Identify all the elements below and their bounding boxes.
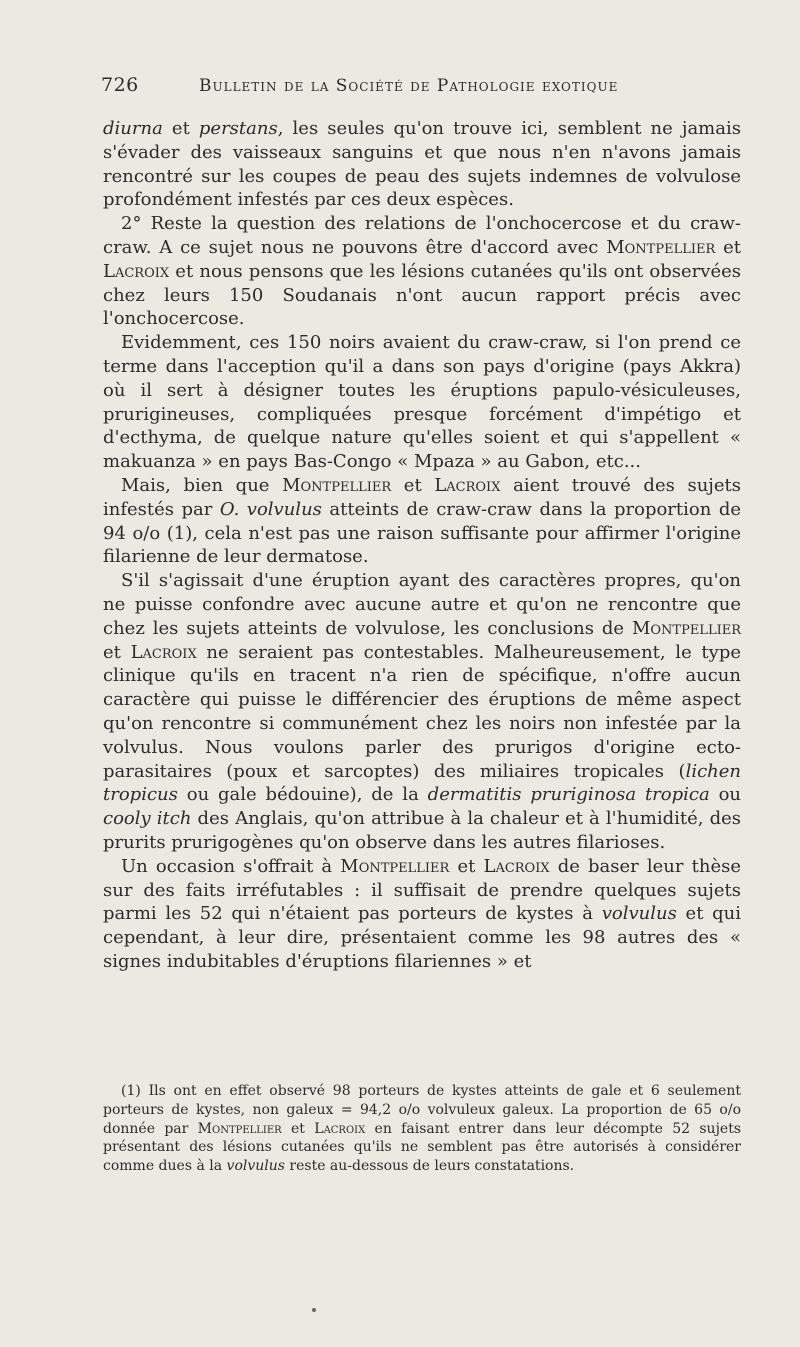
text-run: 2° Reste la question des relations de l'onchocercose et du craw-craw. A ce sujet nous ne pouvons être d'accord avec bbox=[103, 213, 741, 258]
text-run: de baser leur thèse sur des faits irréfutables : il suffisait de prendre quelques sujets parmi les 52 qui n'étaient pas porteurs de kystes à bbox=[103, 855, 741, 925]
text-run: Un occasion s'offrait à bbox=[121, 855, 341, 877]
author-name: Lacroix bbox=[130, 641, 197, 663]
footnote-text bbox=[103, 1082, 741, 1176]
italic-term: dermatitis pruriginosa tropica bbox=[427, 784, 710, 806]
author-name: Montpellier bbox=[197, 1120, 282, 1137]
text-run: ne seraient pas contestables. Malheureusement, le type clinique qu'ils en tracent n'a rien de spécifique, n'offre aucun caractère qui puisse le différencier des éruptions de même aspect qu'on rencontre si communément chez les noirs non infestée par la volvulus. Nous voulons parler des prurigos d'origine ecto-parasitaires (poux et sarcoptes) des miliaires tropicales ( bbox=[103, 641, 741, 782]
author-name: Montpellier bbox=[340, 855, 450, 877]
author-name: Montpellier bbox=[282, 474, 392, 496]
body-text bbox=[103, 117, 741, 974]
italic-term: diurna bbox=[103, 118, 163, 139]
text-run: et bbox=[449, 855, 484, 877]
text-run: S'il s'agissait d'une éruption ayant des caractères propres, qu'on ne puisse confondre avec aucune autre et qu'on ne rencontre que chez les sujets atteints de volvulose, les conclusions de bbox=[103, 570, 741, 639]
italic-term: O. volvulus bbox=[219, 498, 322, 520]
paragraph-1 bbox=[103, 117, 741, 212]
text-run: Mais, bien que bbox=[121, 474, 283, 496]
text-run: et bbox=[715, 236, 742, 258]
author-name: Montpellier bbox=[606, 236, 716, 258]
text-run: atteints de craw-craw dans la proportion de 94 o/o (1), cela n'est pas une raison suffisante pour affirmer l'origine filarienne de leur dermatose. bbox=[103, 498, 741, 568]
author-name: Lacroix bbox=[483, 855, 550, 877]
text-run: et bbox=[162, 118, 199, 139]
author-name: Lacroix bbox=[314, 1120, 366, 1137]
text-run: ou bbox=[709, 784, 742, 806]
text-run: , les seules qu'on trouve ici, semblent ne jamais s'évader des vaisseaux sanguins et que nous n'en n'avons jamais rencontré sur les coupes de peau des sujets indemnes de volvulose profondément infestés par ces deux espèces. bbox=[103, 118, 741, 211]
author-name: Montpellier bbox=[631, 617, 741, 639]
text-run: et nous pensons que les lésions cutanées qu'ils ont observées chez leurs 150 Soudanais n'ont aucun rapport précis avec l'onchocercose. bbox=[103, 260, 741, 330]
page-number: 726 bbox=[101, 74, 139, 96]
italic-term: volvulus bbox=[601, 903, 677, 925]
text-run: en faisant entrer dans leur décompte 52 sujets présentant des lésions cutanées qu'ils ne semblent pas être autorisés à considérer comme dues à la bbox=[103, 1120, 742, 1175]
text-run: ou gale bédouine), de la bbox=[177, 784, 428, 806]
text-run: et bbox=[391, 474, 435, 496]
text-run: et qui cependant, à leur dire, présentaient comme les 98 autres des « signes indubitables d'éruptions filariennes » et bbox=[103, 903, 742, 972]
paragraph-5 bbox=[103, 569, 741, 855]
text-run: et bbox=[281, 1120, 315, 1137]
italic-term: perstans bbox=[198, 118, 278, 139]
paragraph-3: Evidemment, ces 150 noirs avaient du craw-craw, si l'on prend ce terme dans l'acception qu'il a dans son pays d'origine (pays Akkra) où il sert à désigner toutes les éruptions papulo-vésiculeuses, prurigineuses, compliquées presque forcément d'impétigo et d'ecthyma, de quelque nature qu'elles soient et qui s'appellent « makuanza » en pays Bas-Congo « Mpaza » au Gabon, etc... bbox=[103, 332, 741, 473]
author-name: Lacroix bbox=[103, 260, 170, 282]
text-run: aient trouvé des sujets infestés par bbox=[103, 474, 742, 520]
text-run: (1) Ils ont en effet observé 98 porteurs de kystes atteints de gale et 6 seulement porteurs de kystes, non galeux = 94,2 o/o volvuleux galeux. La proportion de 65 o/o donnée par bbox=[103, 1083, 741, 1137]
running-header bbox=[101, 74, 661, 96]
footnote bbox=[103, 1082, 741, 1176]
paragraph-2 bbox=[103, 212, 741, 331]
italic-term: lichen tropicus bbox=[103, 760, 741, 806]
italic-term: cooly itch bbox=[103, 808, 192, 830]
author-name: Lacroix bbox=[434, 474, 501, 496]
text-run: des Anglais, qu'on attribue à la chaleur et à l'humidité, des prurits prurigogènes qu'on observe dans les autres filarioses. bbox=[103, 808, 741, 853]
text-run: et bbox=[103, 641, 131, 663]
journal-title: Bulletin de la Société de Pathologie exotique bbox=[199, 76, 619, 96]
paragraph-4 bbox=[103, 474, 741, 569]
text-run: reste au-dessous de leurs constatations. bbox=[284, 1158, 575, 1175]
print-speck bbox=[312, 1308, 316, 1312]
paragraph-6 bbox=[103, 855, 741, 974]
italic-term: volvulus bbox=[226, 1158, 285, 1175]
